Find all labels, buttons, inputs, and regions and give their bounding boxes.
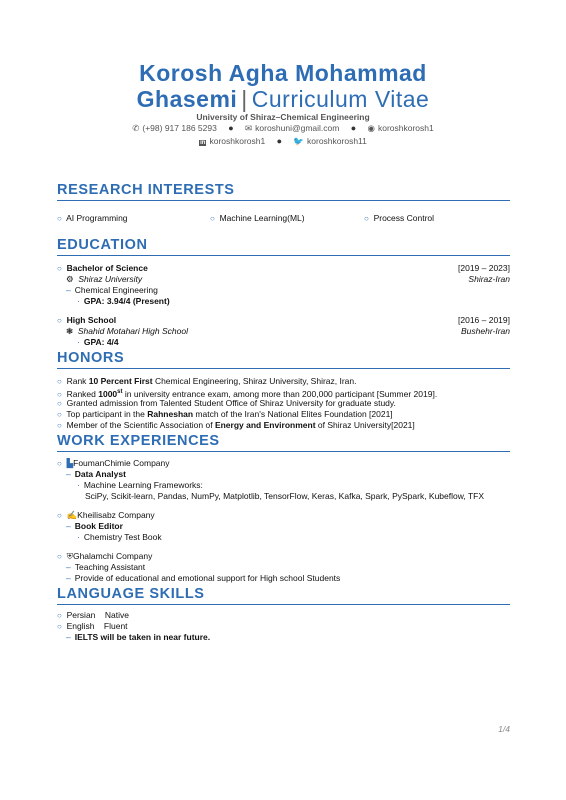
bullet-icon: ○ [57,511,62,520]
education-institution: ❃ Shahid Motahari High School [66,326,188,336]
cv-title: Curriculum Vitae [251,86,430,112]
page-number: 1/4 [498,724,510,734]
section-rule [57,604,510,605]
bullet-icon: ○ [57,622,62,631]
language-item: ○ English Fluent [57,621,128,631]
work-detail-value: SciPy, Scikit-learn, Pandas, NumPy, Matplotlib, TensorFlow, Keras, Kafka, Spark, PySpark, Kubeflow, TFX [85,491,485,501]
company-logo-icon: ▙ [66,458,74,468]
company-logo-icon: ✍ [66,510,78,520]
bullet-icon: ○ [57,214,62,223]
contact-row-2 [0,136,566,147]
language-note: – IELTS will be taken in near future. [66,632,211,642]
work-company: ○ ✍Kheilisabz Company [57,510,155,520]
work-role: – Data Analyst [66,469,126,479]
honor-item: ○ Top participant in the Rahneshan match of the Iran's National Elites Foundation [2021] [57,409,393,419]
research-item-label: Machine Learning(ML) [219,213,305,223]
education-location: Bushehr-Iran [461,326,510,336]
section-work-title: WORK EXPERIENCES [57,433,220,449]
linkedin-handle[interactable]: koroshkorosh1 [209,136,266,146]
contact-separator: ● [350,123,357,133]
email-address[interactable]: koroshuni@gmail.com [255,123,340,133]
bullet-icon: ○ [57,421,62,430]
education-degree: ○ High School [57,315,117,325]
twitter-handle[interactable]: koroshkorosh11 [307,136,367,146]
work-detail: · Machine Learning Frameworks: [77,480,203,490]
bullet-icon: ○ [364,214,369,223]
section-honors-title: HONORS [57,350,125,366]
research-item [364,213,434,224]
language-item: ○ Persian Native [57,610,129,620]
bullet-icon: ○ [57,264,62,273]
name-surname: Ghasemi [136,86,238,112]
education-dates: [2016 – 2019] [458,315,510,325]
bullet-icon: ○ [57,389,62,399]
section-rule [57,255,510,256]
research-item [57,213,128,224]
university-icon: ⚙ [66,274,74,284]
honor-item: ○ Member of the Scientific Association of Energy and Environment of Shiraz University[2021] [57,420,415,430]
bullet-icon: ○ [57,316,62,325]
contact-separator: ● [228,123,234,133]
linkedin-icon: in [200,140,206,146]
contact-separator: ● [276,136,283,146]
work-role: – Book Editor [66,521,123,531]
name-line1: Korosh Agha Mohammad [139,60,427,86]
section-language-title: LANGUAGE SKILLS [57,586,205,602]
section-education-title: EDUCATION [57,237,148,253]
company-logo-icon: ⛨ [66,551,73,561]
bullet-icon: ○ [57,377,62,386]
bullet-icon: ○ [57,611,62,620]
phone-number[interactable]: (+98) 917 186 5293 [142,123,217,133]
title-separator: | [241,86,248,112]
github-icon: ◉ [367,123,375,133]
section-rule [57,200,510,201]
bullet-icon: ○ [210,214,215,223]
education-institution: ⚙ Shiraz University [66,274,143,284]
work-role: – Teaching Assistant [66,562,146,572]
education-field: – Chemical Engineering [66,285,158,295]
education-gpa: · GPA: 4/4 [77,337,119,347]
bullet-icon: ○ [57,552,62,561]
contact-row-1 [0,123,566,134]
bullet-icon: ○ [57,399,62,408]
school-icon: ❃ [66,326,74,336]
bullet-icon: ○ [57,410,62,419]
honor-item: ○ Ranked 1000st in university entrance exam, among more than 200,000 participant [Summer 2019]. [57,388,438,399]
research-item-label: Process Control [373,213,435,223]
affiliation: University of Shiraz–Chemical Engineering [196,112,370,122]
honor-item: ○ Granted admission from Talented Student Office of Shiraz University for graduate study. [57,398,396,408]
work-detail: – Provide of educational and emotional support for High school Students [66,573,341,583]
github-handle[interactable]: koroshkorosh1 [377,123,434,133]
section-research-title: RESEARCH INTERESTS [57,182,235,198]
email-icon: ✉ [245,123,253,133]
education-gpa: · GPA: 3.94/4 (Present) [77,296,170,306]
work-detail: · Chemistry Test Book [77,532,162,542]
work-company: ○ ▙FoumanChimie Company [57,458,170,468]
education-degree: ○ Bachelor of Science [57,263,148,273]
name-line2 [0,86,566,112]
research-item [210,213,305,224]
bullet-icon: ○ [57,459,62,468]
work-company: ○ ⛨Ghalamchi Company [57,551,153,561]
section-rule [57,368,510,369]
twitter-icon: 🐦 [293,136,305,146]
honor-item: ○ Rank 10 Percent First Chemical Engineering, Shiraz University, Shiraz, Iran. [57,376,357,386]
research-item-label: AI Programming [66,213,128,223]
section-rule [57,451,510,452]
phone-icon: ✆ [132,123,140,133]
education-dates: [2019 – 2023] [458,263,510,273]
education-location: Shiraz-Iran [468,274,510,284]
